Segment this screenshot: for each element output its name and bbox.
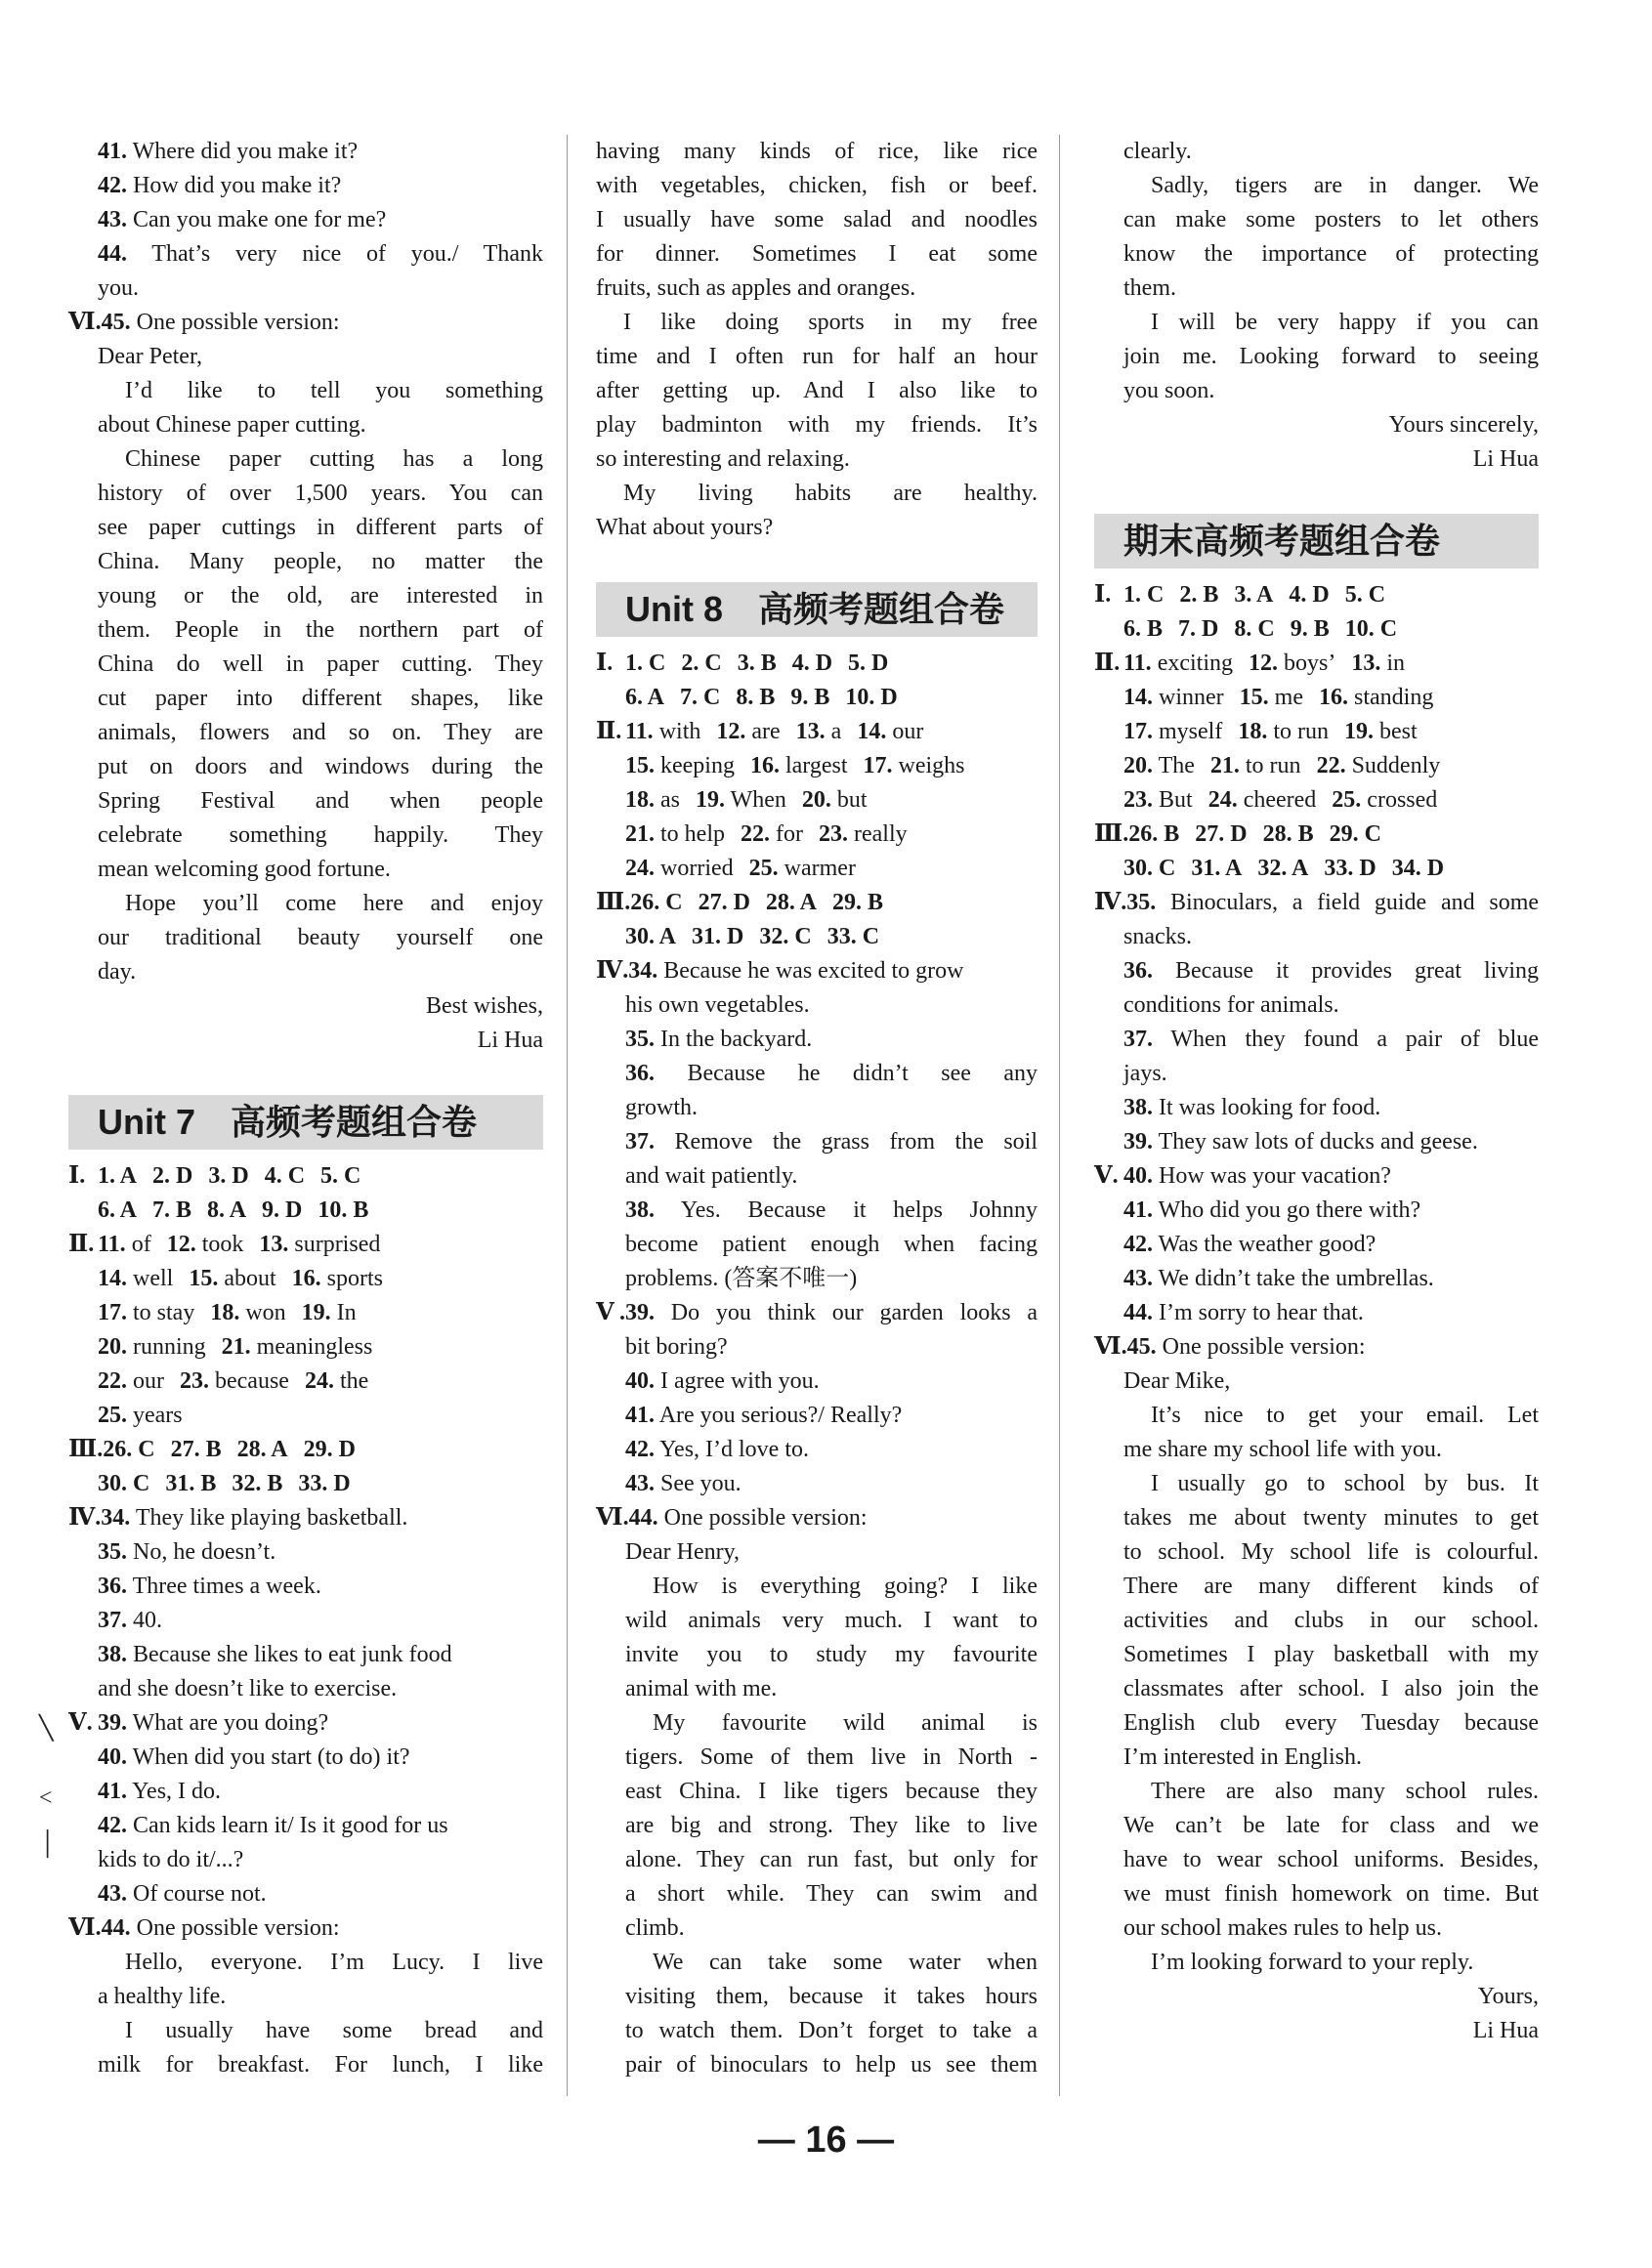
answer-line: Ⅲ.26. C 27. D 28. A 29. B <box>596 890 883 915</box>
answer-line: Ⅳ.35. Binoculars, a field guide and some <box>1094 890 1539 915</box>
letter-line: Sometimes I play basketball with my <box>1123 1642 1539 1667</box>
letter-line: I’m interested in English. <box>1123 1744 1362 1770</box>
essay-line: I usually have some salad and noodles <box>596 207 1038 232</box>
answer-line: 41. Where did you make it? <box>98 139 359 164</box>
answer-line: 37. 40. <box>98 1608 162 1633</box>
letter-line: I’d like to tell you something <box>125 378 543 403</box>
letter-line: There are also many school rules. <box>1151 1779 1539 1804</box>
letter-line: can make some posters to let others <box>1123 207 1539 232</box>
answer-line: 43. Can you make one for me? <box>98 207 387 232</box>
answer-line: Ⅱ. 11. with 12. are 13. a 14. our <box>596 719 924 744</box>
answer-line: bit boring? <box>625 1334 728 1360</box>
letter-line: classmates after school. I also join the <box>1123 1676 1539 1701</box>
letter-line: activities and clubs in our school. <box>1123 1608 1539 1633</box>
answer-line: Ⅳ.34. Because he was excited to grow <box>596 958 964 984</box>
answer-line: Ⅴ. 40. How was your vacation? <box>1094 1163 1391 1189</box>
column-3 <box>1094 135 1539 2048</box>
answer-line: Ⅲ.26. C 27. B 28. A 29. D <box>68 1437 356 1462</box>
answer-line: Ⅲ.26. B 27. D 28. B 29. C <box>1094 821 1381 847</box>
answer-line: 37. When they found a pair of blue <box>1123 1027 1539 1052</box>
answer-line: 20. The 21. to run 22. Suddenly <box>1123 753 1441 778</box>
letter-line: about Chinese paper cutting. <box>98 412 366 438</box>
letter-line: animal with me. <box>625 1676 778 1701</box>
essay-line: so interesting and relaxing. <box>596 446 850 472</box>
letter-line: Chinese paper cutting has a long <box>125 446 543 472</box>
essay-line: What about yours? <box>596 515 774 540</box>
answer-line: Ⅴ.39. Do you think our garden looks a <box>596 1300 1038 1325</box>
answer-line: growth. <box>625 1095 698 1120</box>
answer-line: 36. Because it provides great living <box>1123 958 1539 984</box>
letter-line: tigers. Some of them live in North - <box>625 1744 1038 1770</box>
letter-line: are big and strong. They like to live <box>625 1813 1038 1838</box>
answer-line: 41. Who did you go there with? <box>1123 1197 1421 1223</box>
letter-line: wild animals very much. I want to <box>625 1608 1038 1633</box>
letter-line: Hope you’ll come here and enjoy <box>125 891 543 916</box>
answer-line: kids to do it/...? <box>98 1847 244 1872</box>
answer-line: snacks. <box>1123 924 1192 949</box>
answer-line: conditions for animals. <box>1123 992 1339 1018</box>
letter-line: them. <box>1123 275 1176 301</box>
answer-line: 37. Remove the grass from the soil <box>625 1129 1038 1155</box>
letter-line: history of over 1,500 years. You can <box>98 481 543 506</box>
answer-line: Ⅴ. 39. What are you doing? <box>68 1710 329 1736</box>
answer-line: Ⅳ.34. They like playing basketball. <box>68 1505 408 1531</box>
letter-signature: Li Hua <box>1472 446 1539 472</box>
answer-line: Ⅱ. 11. of 12. took 13. surprised <box>68 1232 381 1257</box>
letter-line: put on doors and windows during the <box>98 754 543 779</box>
answer-line: 40. I agree with you. <box>625 1368 820 1394</box>
answer-line: 36. Three times a week. <box>98 1574 321 1599</box>
answer-line: 44. That’s very nice of you./ Thank <box>98 241 543 267</box>
letter-closing: Best wishes, <box>426 993 543 1019</box>
column-1 <box>68 135 543 2082</box>
answer-line: 20. running 21. meaningless <box>98 1334 373 1360</box>
margin-mark: │ <box>39 1831 57 1857</box>
letter-line: We can take some water when <box>653 1950 1038 1975</box>
letter-line: day. <box>98 959 137 985</box>
answer-line: 43. Of course not. <box>98 1881 267 1907</box>
answer-line: Ⅱ. 11. exciting 12. boys’ 13. in <box>1094 651 1406 676</box>
answer-line: 24. worried 25. warmer <box>625 856 856 881</box>
answer-line: his own vegetables. <box>625 992 810 1018</box>
letter-line: Sadly, tigers are in danger. We <box>1151 173 1539 198</box>
letter-line: know the importance of protecting <box>1123 241 1539 267</box>
answer-line: 38. It was looking for food. <box>1123 1095 1381 1120</box>
letter-line: east China. I like tigers because they <box>625 1779 1038 1804</box>
letter-line: My favourite wild animal is <box>653 1710 1038 1736</box>
essay-line: Hello, everyone. I’m Lucy. I live <box>125 1950 543 1975</box>
answer-line: you. <box>98 275 139 301</box>
answer-line: 6. A 7. B 8. A 9. D 10. B <box>98 1197 369 1223</box>
essay-line: after getting up. And I also like to <box>596 378 1038 403</box>
letter-line: pair of binoculars to help us see them <box>625 2052 1038 2078</box>
letter-closing: Yours, <box>1477 1984 1539 2009</box>
essay-line: time and I often run for half an hour <box>596 344 1038 369</box>
answer-line: 35. In the backyard. <box>625 1027 813 1052</box>
essay-line: fruits, such as apples and oranges. <box>596 275 916 301</box>
margin-mark: ╲ <box>39 1716 54 1742</box>
letter-salutation: Dear Peter, <box>98 344 202 369</box>
answer-line: 21. to help 22. for 23. really <box>625 821 908 847</box>
answer-line: 41. Yes, I do. <box>98 1779 222 1804</box>
answer-line: become patient enough when facing <box>625 1232 1038 1257</box>
letter-line: young or the old, are interested in <box>98 583 543 609</box>
letter-line: to watch them. Don’t forget to take a <box>625 2018 1038 2043</box>
letter-line: cut paper into different shapes, like <box>98 686 543 711</box>
letter-line: How is everything going? I like <box>653 1574 1038 1599</box>
answer-line: 43. We didn’t take the umbrellas. <box>1123 1266 1434 1291</box>
letter-line: alone. They can run fast, but only for <box>625 1847 1038 1872</box>
page-number: — 16 — <box>757 2120 895 2161</box>
answer-line: 17. to stay 18. won 19. In <box>98 1300 357 1325</box>
answer-line: 40. When did you start (to do) it? <box>98 1744 410 1770</box>
letter-line: I usually go to school by bus. It <box>1151 1471 1539 1496</box>
letter-signature: Li Hua <box>477 1028 543 1053</box>
section-line: Ⅵ.45. One possible version: <box>68 310 340 335</box>
answer-line: Ⅵ.44. One possible version: <box>596 1505 868 1531</box>
answer-line: 14. well 15. about 16. sports <box>98 1266 383 1291</box>
answer-line: 18. as 19. When 20. but <box>625 787 868 813</box>
letter-line: invite you to study my favourite <box>625 1642 1038 1667</box>
letter-salutation: Dear Henry, <box>625 1539 741 1565</box>
letter-line: China. Many people, no matter the <box>98 549 543 574</box>
essay-line: having many kinds of rice, like rice <box>596 139 1038 164</box>
answer-line: 41. Are you serious?/ Really? <box>625 1403 903 1428</box>
letter-line: clearly. <box>1123 139 1192 164</box>
letter-line: English club every Tuesday because <box>1123 1710 1539 1736</box>
letter-line: have to wear school uniforms. Besides, <box>1123 1847 1539 1872</box>
letter-line: It’s nice to get your email. Let <box>1151 1403 1539 1428</box>
answer-line: 39. They saw lots of ducks and geese. <box>1123 1129 1478 1155</box>
answer-line: Ⅰ. 1. C 2. C 3. B 4. D 5. D <box>596 651 889 676</box>
letter-line: There are many different kinds of <box>1123 1574 1539 1599</box>
essay-line: for dinner. Sometimes I eat some <box>596 241 1038 267</box>
letter-line: our school makes rules to help us. <box>1123 1915 1442 1941</box>
letter-line: climb. <box>625 1915 685 1941</box>
answer-line: 44. I’m sorry to hear that. <box>1123 1300 1364 1325</box>
essay-line: a healthy life. <box>98 1984 227 2009</box>
answer-line: 35. No, he doesn’t. <box>98 1539 276 1565</box>
answer-line: 42. How did you make it? <box>98 173 342 198</box>
answer-line: 15. keeping 16. largest 17. weighs <box>625 753 965 778</box>
letter-line: animals, flowers and so on. They are <box>98 720 543 745</box>
letter-signature: Li Hua <box>1472 2018 1539 2043</box>
essay-line: milk for breakfast. For lunch, I like <box>98 2052 543 2078</box>
letter-line: them. People in the northern part of <box>98 617 543 643</box>
unit7-header: Unit 7 高频考题组合卷 <box>68 1095 543 1150</box>
letter-closing: Yours sincerely, <box>1388 412 1539 438</box>
answer-line: 23. But 24. cheered 25. crossed <box>1123 787 1438 813</box>
letter-line: we must finish homework on time. But <box>1123 1881 1539 1907</box>
unit8-header: Unit 8 高频考题组合卷 <box>596 582 1038 637</box>
answer-line: Ⅵ.45. One possible version: <box>1094 1334 1366 1360</box>
letter-line: China do well in paper cutting. They <box>98 651 543 677</box>
letter-line: to school. My school life is colourful. <box>1123 1539 1539 1565</box>
letter-line: see paper cuttings in different parts of <box>98 515 543 540</box>
essay-line: My living habits are healthy. <box>623 481 1038 506</box>
answer-line: jays. <box>1123 1061 1167 1086</box>
letter-line: you soon. <box>1123 378 1215 403</box>
answer-line: 17. myself 18. to run 19. best <box>1123 719 1418 744</box>
answer-line: and she doesn’t like to exercise. <box>98 1676 398 1701</box>
letter-line: takes me about twenty minutes to get <box>1123 1505 1539 1531</box>
answer-line: Ⅵ.44. One possible version: <box>68 1915 340 1941</box>
answer-line: 6. B 7. D 8. C 9. B 10. C <box>1123 616 1398 642</box>
margin-mark: ˂ <box>39 1785 53 1811</box>
column-2 <box>596 135 1038 2082</box>
answer-line: 30. A 31. D 32. C 33. C <box>625 924 880 949</box>
letter-line: me share my school life with you. <box>1123 1437 1442 1462</box>
answer-line: 38. Because she likes to eat junk food <box>98 1642 452 1667</box>
final-exam-header: 期末高频考题组合卷 <box>1094 514 1539 568</box>
letter-line: a short while. They can swim and <box>625 1881 1038 1907</box>
letter-line: our traditional beauty yourself one <box>98 925 543 950</box>
column-divider <box>567 135 568 2096</box>
answer-line: 6. A 7. C 8. B 9. B 10. D <box>625 685 898 710</box>
letter-line: We can’t be late for class and we <box>1123 1813 1539 1838</box>
answer-line: 42. Can kids learn it/ Is it good for us <box>98 1813 448 1838</box>
answer-line: 30. C 31. A 32. A 33. D 34. D <box>1123 856 1445 881</box>
letter-line: join me. Looking forward to seeing <box>1123 344 1539 369</box>
letter-salutation: Dear Mike, <box>1123 1368 1231 1394</box>
essay-line: with vegetables, chicken, fish or beef. <box>596 173 1038 198</box>
answer-line: 14. winner 15. me 16. standing <box>1123 685 1434 710</box>
answer-line: problems. (答案不唯一) <box>625 1266 858 1291</box>
essay-line: I usually have some bread and <box>125 2018 543 2043</box>
answer-line: 36. Because he didn’t see any <box>625 1061 1038 1086</box>
column-divider <box>1059 135 1060 2096</box>
answer-line: 25. years <box>98 1403 183 1428</box>
essay-line: play badminton with my friends. It’s <box>596 412 1038 438</box>
answer-line: 30. C 31. B 32. B 33. D <box>98 1471 351 1496</box>
answer-line: Ⅰ. 1. A 2. D 3. D 4. C 5. C <box>68 1163 361 1189</box>
answer-line: 43. See you. <box>625 1471 741 1496</box>
letter-line: I will be very happy if you can <box>1151 310 1539 335</box>
answer-line: 42. Was the weather good? <box>1123 1232 1377 1257</box>
answer-line: 22. our 23. because 24. the <box>98 1368 369 1394</box>
answer-line: and wait patiently. <box>625 1163 798 1189</box>
letter-line: mean welcoming good fortune. <box>98 857 391 882</box>
answer-line: 42. Yes, I’d love to. <box>625 1437 810 1462</box>
letter-line: visiting them, because it takes hours <box>625 1984 1038 2009</box>
essay-line: I like doing sports in my free <box>623 310 1038 335</box>
answer-line: Ⅰ. 1. C 2. B 3. A 4. D 5. C <box>1094 582 1386 608</box>
answer-line: 38. Yes. Because it helps Johnny <box>625 1197 1038 1223</box>
letter-line: I’m looking forward to your reply. <box>1151 1950 1474 1975</box>
letter-line: Spring Festival and when people <box>98 788 543 814</box>
letter-line: celebrate something happily. They <box>98 822 543 848</box>
